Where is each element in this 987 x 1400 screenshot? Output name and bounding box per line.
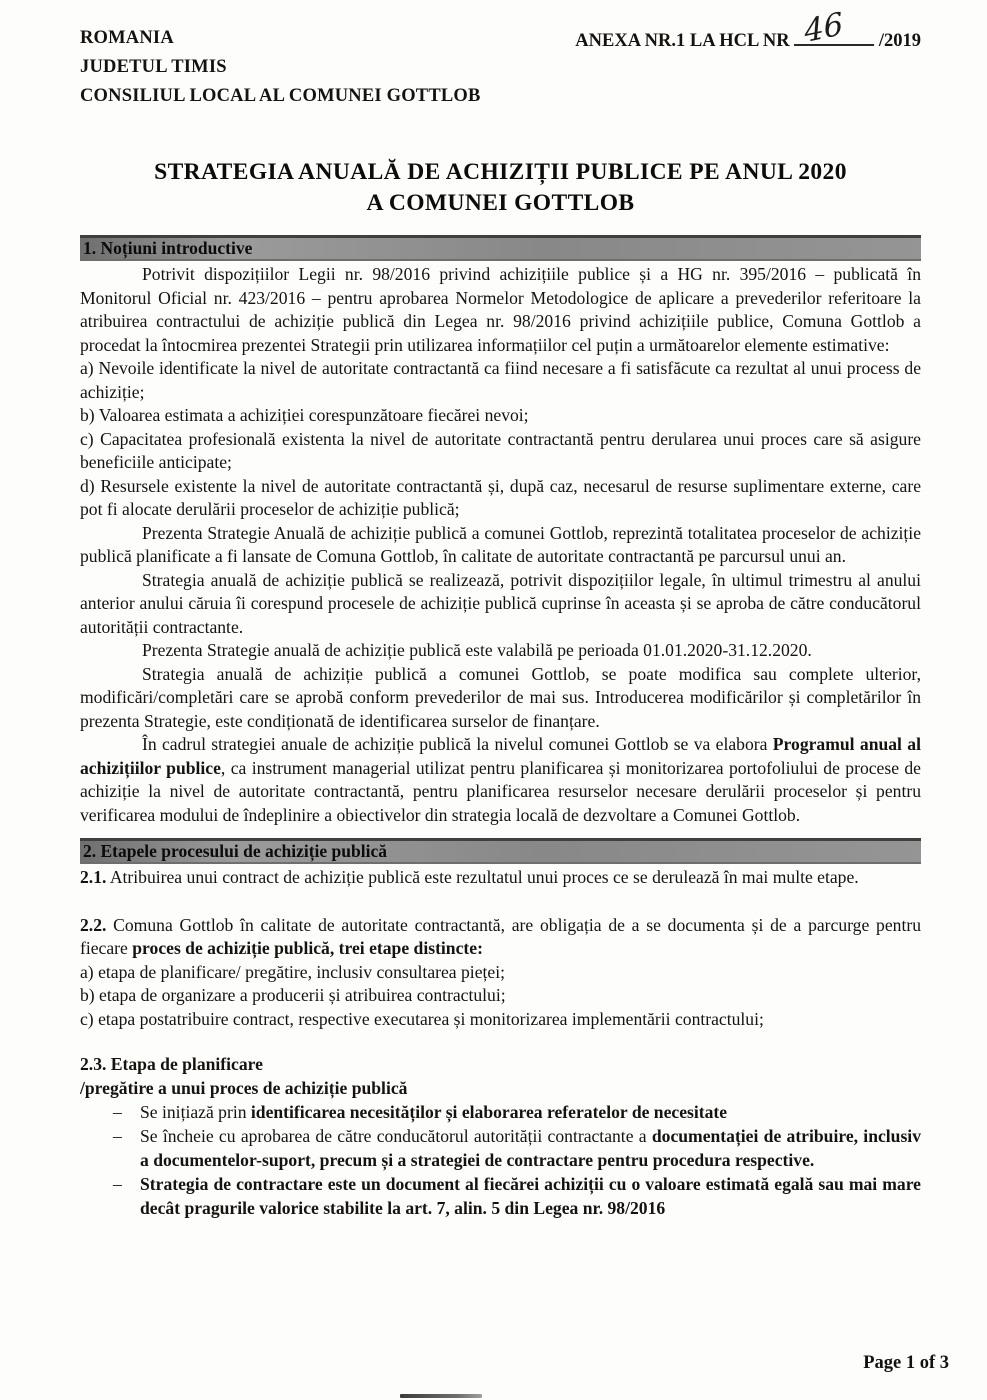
paragraph-modificari: Strategia anuală de achiziție publică a comunei Gottlob, se poate modifica sau complete ulterior, modificări/completări care se aprobă conform prevederilor de mai sus. Introducerea modificărilor și completărilor în prezenta Strategie, este condiționată de identificarea surselor de finanțare. — [80, 663, 921, 731]
clause-2-1 — [80, 866, 921, 890]
stage-item-c: c) etapa postatribuire contract, respective executarea și monitorizarea implementării contractului; — [80, 1008, 764, 1029]
planning-bullet-2 — [80, 1124, 921, 1172]
estimative-item-b: b) Valoarea estimata a achiziției corespunzătoare fiecărei nevoi; — [80, 405, 529, 425]
issuer-county: JUDETUL TIMIS — [80, 57, 227, 77]
program-paragraph-pre: În cadrul strategiei anuale de achiziție publică la nivelul comunei Gottlob se va elabora — [142, 734, 773, 754]
clause-2-2 — [80, 914, 921, 961]
program-paragraph-bold: Programul anual al achizițiilor publice — [80, 734, 921, 778]
estimative-item-a: a) Nevoile identificate la nivel de autoritate contractantă ca fiind necesare a fi satisfăcute ca rezultat al unui process de achiziție; — [80, 358, 921, 402]
planning-bullet-3 — [80, 1172, 921, 1220]
clause-2-2-label: 2.2. — [80, 914, 107, 935]
title-line-2: A COMUNEI GOTTLOB — [366, 190, 635, 216]
issuer-block — [80, 24, 481, 111]
clause-2-2-text: Comuna Gottlob în calitate de autoritate contractantă, are obligația de a se documenta și de a parcurge pentru fiecare — [80, 914, 921, 958]
program-paragraph-post: , ca instrument managerial utilizat pentru planificarea și monitorizarea portofoliului de procese de achiziție la nivel de autoritate contractantă, pentru planificarea resurselor necesare derulării proceselor și pentru verificarea modului de îndeplinire a obiectivelor din strategia locală de dezvoltare a Comunei Gottlob. — [80, 757, 921, 825]
clause-2-3-heading-line-2: /pregătire a unui proces de achiziție publică — [80, 1077, 408, 1098]
bullet-dash: – — [113, 1126, 122, 1146]
issuer-country: ROMANIA — [80, 28, 174, 48]
planning-bullet-1 — [80, 1100, 921, 1124]
estimative-item-d: d) Resursele existente la nivel de autoritate contractantă și, după caz, necesarul de resurse suplimentare externe, care pot fi alocate derulării proceselor de achiziție publică; — [80, 475, 921, 519]
bullet-dash: – — [113, 1102, 122, 1122]
scan-artifact — [400, 1394, 482, 1398]
stage-item-a: a) etapa de planificare/ pregătire, inclusiv consultarea pieței; — [80, 961, 505, 982]
paragraph-totalitatea: Prezenta Strategie Anuală de achiziție publică a comunei Gottlob, reprezintă totalitatea proceselor de achiziție publică planificate a fi lansate de Comuna Gottlob, în calitate de autoritate contractantă pe parcursul unui an. — [80, 522, 921, 566]
document-header — [80, 5, 921, 111]
page-content — [80, 5, 921, 1220]
paragraph-program-anual — [80, 733, 921, 827]
bullet-1-bold: identificarea necesităților și elaborarea referatelor de necesitate — [250, 1102, 728, 1122]
paragraph-valabila: Prezenta Strategie anuală de achiziție publică este valabilă pe perioada 01.01.2020-31.12.2020. — [142, 640, 812, 660]
estimative-item-c: c) Capacitatea profesională existenta la nivel de autoritate contractantă pentru derularea unui proces care să asigure beneficiile anticipate; — [80, 428, 921, 472]
anexa-number-blank-line — [794, 5, 874, 51]
anexa-block — [575, 5, 921, 52]
bullet-3-bold: Strategia de contractare este un document al fiecărei achiziții cu o valoare estimată egală sau mai mare decât pragurile valorice stabilite la art. 7, alin. 5 din Legea nr. 98/2016 — [140, 1174, 921, 1218]
document-title — [80, 157, 921, 219]
page-number: Page 1 of 3 — [863, 1353, 949, 1373]
bullet-2-bold: documentației de atribuire, inclusiv a documentelor-suport, precum și a strategiei de contractare pentru procedura respective. — [140, 1126, 921, 1170]
clause-2-3-heading-line-1: 2.3. Etapa de planificare — [80, 1054, 263, 1074]
issuer-council: CONSILIUL LOCAL AL COMUNEI GOTTLOB — [80, 86, 481, 106]
clause-2-2-bold: proces de achiziție publică, trei etape distincte: — [132, 938, 483, 958]
title-line-1: STRATEGIA ANUALĂ DE ACHIZIȚII PUBLICE PE ANUL 2020 — [154, 159, 847, 185]
clause-2-1-text: Atribuirea unui contract de achiziție publică este rezultatul unui proces ce se derulează în mai multe etape. — [106, 867, 859, 887]
section-1-heading-bar: 1. Noțiuni introductive — [80, 235, 921, 261]
bullet-1-pre: Se inițiază prin — [140, 1102, 251, 1122]
intro-paragraph: Potrivit dispozițiilor Legii nr. 98/2016 privind achizițiile publice și a HG nr. 395/2016 – publicată în Monitorul Oficial nr. 423/2016 – pentru aprobarea Normelor Metodologice de aplicare a prevederilor referitoare la atribuirea contractului de achiziție publică din Legea nr. 98/2016 privind achizițiile publice, Comuna Gottlob a procedat la întocmirea prezentei Strategii prin utilizarea informațiilor cel puțin a următoarelor elemente estimative: — [80, 264, 921, 355]
section-2-heading-bar: 2. Etapele procesului de achiziție publică — [80, 838, 921, 864]
anexa-label: ANEXA NR.1 LA HCL NR — [575, 31, 790, 51]
bullet-2-pre: Se încheie cu aprobarea de către conducătorul autorității contractante a — [140, 1126, 652, 1146]
bullet-dash: – — [113, 1174, 122, 1194]
clause-2-1-label: 2.1. — [80, 867, 107, 887]
paragraph-realizeaza: Strategia anuală de achiziție publică se realizează, potrivit dispozițiilor legale, în ultimul trimestru al anului anterior anului căruia îi corespund procesele de achiziție publică cuprinse în aceasta și se aproba de către conducătorul autorității contractante. — [80, 569, 921, 637]
stage-item-b: b) etapa de organizare a producerii și atribuirea contractului; — [80, 985, 506, 1005]
anexa-number-handwritten: 46 — [802, 5, 846, 51]
anexa-year: /2019 — [878, 31, 921, 51]
